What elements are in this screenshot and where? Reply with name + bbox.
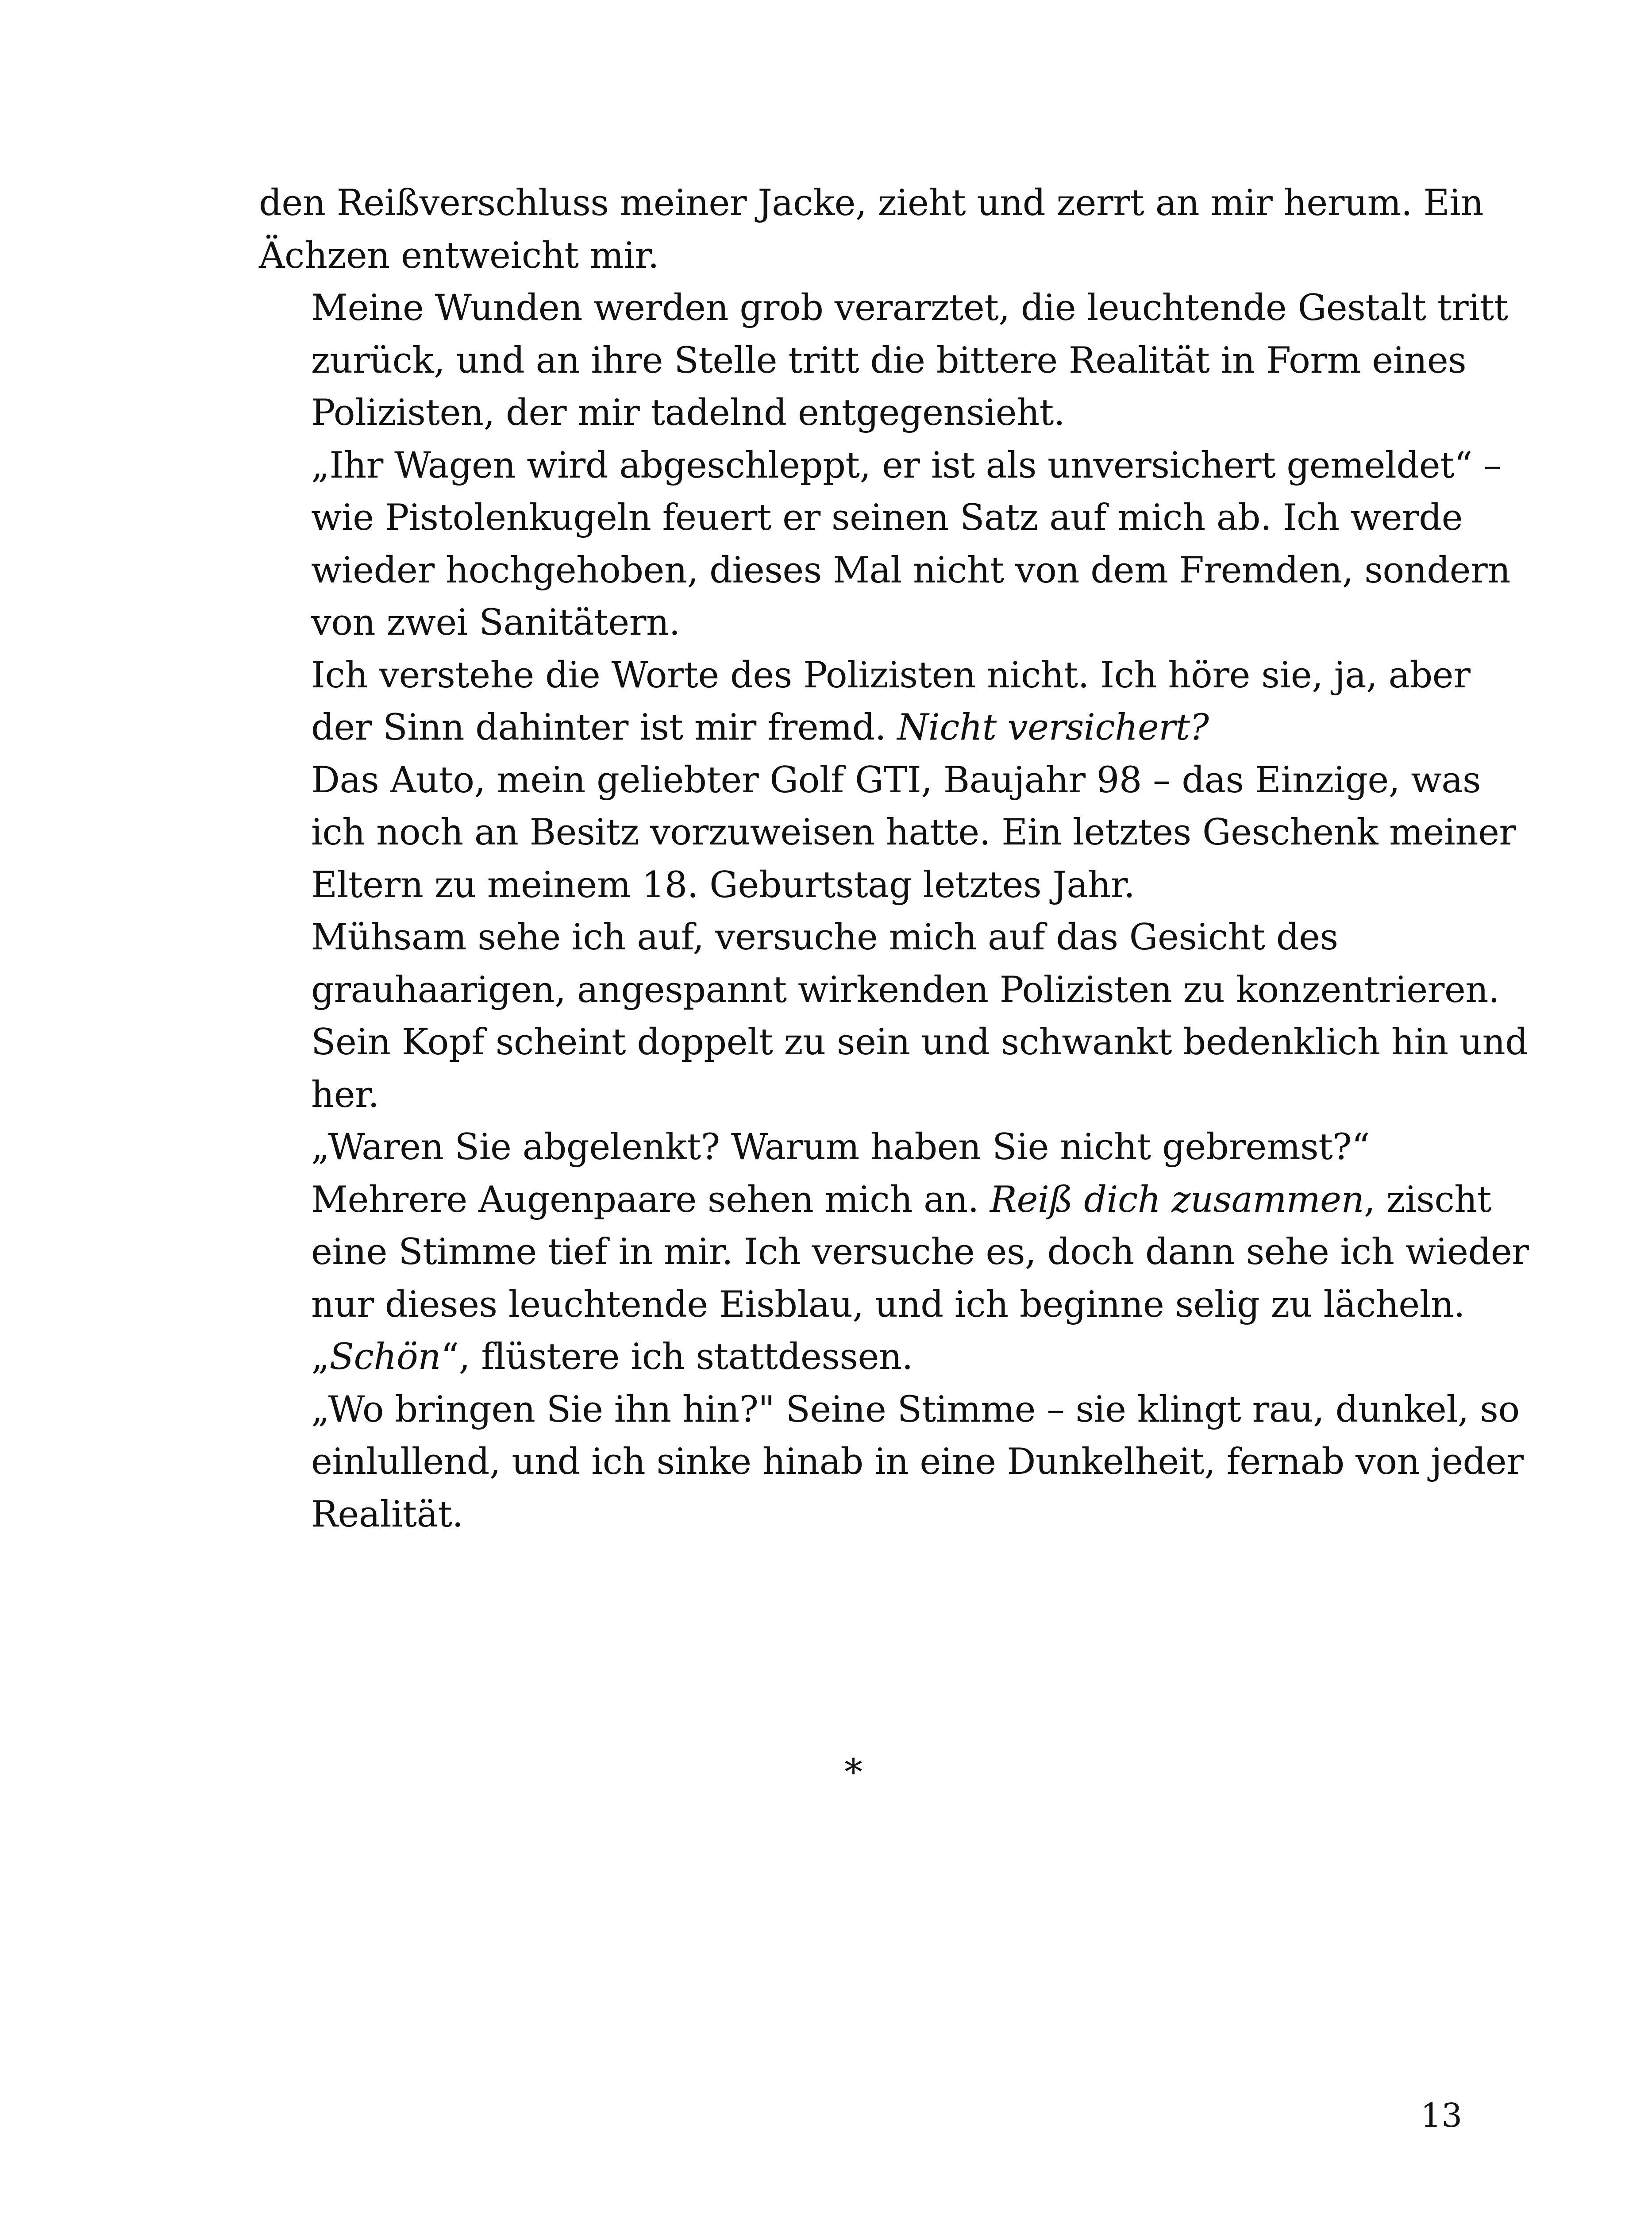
text-line xyxy=(259,1279,1471,1331)
text-line xyxy=(259,597,1471,649)
text-run: Ich verstehe die Worte des Polizisten nicht. Ich höre sie, ja, aber xyxy=(311,654,1471,696)
paragraph xyxy=(259,1331,1471,1384)
page-number: 13 xyxy=(1421,2097,1463,2135)
text-run: Sein Kopf scheint doppelt zu sein und schwankt bedenklich hin und xyxy=(311,1022,1528,1063)
italic-text: Nicht versichert? xyxy=(897,707,1209,748)
paragraph xyxy=(259,911,1528,1121)
text-run: ich noch an Besitz vorzuweisen hatte. Ein letztes Geschenk meiner xyxy=(311,812,1516,853)
text-line xyxy=(259,177,1484,230)
text-run: Polizisten, der mir tadelnd entgegensieht. xyxy=(311,392,1065,434)
text-run: der Sinn dahinter ist mir fremd. xyxy=(311,707,897,748)
text-run: nur dieses leuchtende Eisblau, und ich beginne selig zu lächeln. xyxy=(311,1284,1465,1326)
text-run: Realität. xyxy=(311,1493,463,1535)
italic-text: Reiß dich zusammen xyxy=(990,1179,1364,1221)
italic-text: Schön xyxy=(329,1336,441,1378)
text-run: Ächzen entweicht mir. xyxy=(259,235,659,277)
text-line xyxy=(259,544,1510,597)
text-run: zurück, und an ihre Stelle tritt die bittere Realität in Form eines xyxy=(311,339,1467,382)
text-line xyxy=(259,1384,1520,1436)
text-line xyxy=(259,754,1481,807)
text-run: Eltern zu meinem 18. Geburtstag letztes Jahr. xyxy=(311,864,1135,906)
text-run: her. xyxy=(311,1074,379,1116)
text-line xyxy=(259,335,1471,387)
text-run: „Wo bringen Sie ihn hin?" Seine Stimme – sie klingt rau, dunkel, so xyxy=(311,1388,1520,1430)
text-run: von zwei Sanitätern. xyxy=(311,602,680,644)
paragraph xyxy=(259,440,1510,649)
text-line xyxy=(259,702,1471,754)
text-run: wie Pistolenkugeln feuert er seinen Satz auf mich ab. Ich werde xyxy=(311,497,1463,539)
text-line xyxy=(259,1436,1524,1488)
text-line xyxy=(259,1016,1528,1069)
text-line xyxy=(259,1069,1471,1122)
paragraph xyxy=(259,1384,1524,1541)
text-run: “, flüstere ich stattdessen. xyxy=(440,1336,913,1378)
paragraph xyxy=(259,1174,1529,1331)
text-run: einlullend, und ich sinke hinab in eine Dunkelheit, fernab von jeder xyxy=(311,1441,1524,1483)
text-run: grauhaarigen, angespannt wirkenden Polizisten zu konzentrieren. xyxy=(311,969,1500,1011)
paragraph xyxy=(259,282,1508,440)
text-line xyxy=(259,649,1471,702)
text-run: den Reißverschluss meiner Jacke, zieht und zerrt an mir herum. Ein xyxy=(259,182,1484,224)
text-line xyxy=(259,387,1471,440)
text-run: Mühsam sehe ich auf, versuche mich auf das Gesicht des xyxy=(311,917,1338,958)
text-line xyxy=(259,440,1502,492)
text-line xyxy=(259,282,1508,335)
paragraph xyxy=(259,754,1516,912)
paragraph xyxy=(259,1121,1471,1174)
text-run: „ xyxy=(311,1336,330,1378)
text-run: Mehrere Augenpaare sehen mich an. xyxy=(311,1179,990,1221)
text-line xyxy=(259,230,1471,282)
text-run: eine Stimme tief in mir. Ich versuche es, doch dann sehe ich wieder xyxy=(311,1231,1529,1273)
text-line xyxy=(259,964,1500,1017)
paragraph xyxy=(259,649,1471,754)
text-line xyxy=(259,1121,1471,1174)
text-line xyxy=(259,1488,1471,1541)
body-text xyxy=(259,177,1529,1541)
text-run: wieder hochgehoben, dieses Mal nicht von dem Fremden, sondern xyxy=(311,549,1510,591)
text-line xyxy=(259,859,1471,912)
paragraph xyxy=(259,177,1484,282)
text-line xyxy=(259,1331,1471,1384)
text-run: , zischt xyxy=(1364,1179,1491,1221)
scene-separator: * xyxy=(844,1752,863,1793)
text-line xyxy=(259,1226,1529,1279)
text-line xyxy=(259,806,1516,859)
text-run: Meine Wunden werden grob verarztet, die leuchtende Gestalt tritt xyxy=(311,287,1508,329)
text-run: „Waren Sie abgelenkt? Warum haben Sie nicht gebremst?“ xyxy=(311,1126,1370,1168)
text-line xyxy=(259,492,1471,544)
text-line xyxy=(259,911,1471,964)
text-run: „Ihr Wagen wird abgeschleppt, er ist als unversichert gemeldet“ – xyxy=(311,444,1502,486)
text-run: Das Auto, mein geliebter Golf GTI, Baujahr 98 – das Einzige, was xyxy=(311,759,1481,801)
text-line xyxy=(259,1174,1491,1226)
